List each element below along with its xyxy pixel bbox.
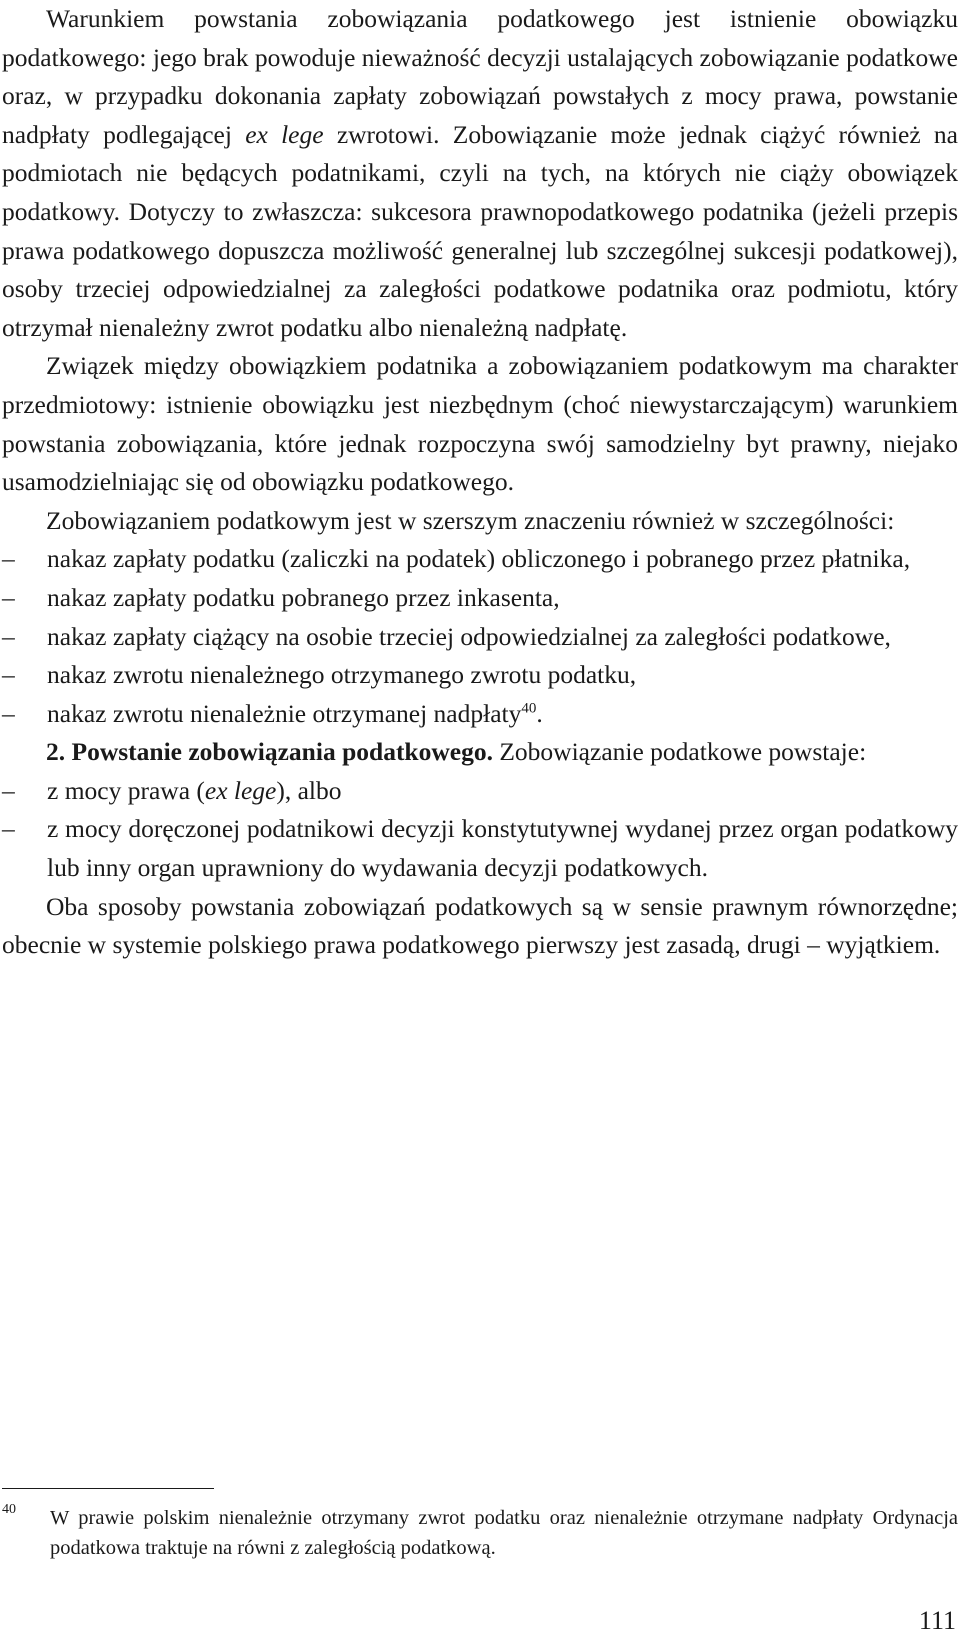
dash-list-1	[2, 540, 958, 733]
list-item-text: nakaz zapłaty podatku pobranego przez inkasenta,	[47, 582, 560, 612]
dash-marker: –	[2, 582, 15, 612]
list-item-end: .	[536, 698, 543, 728]
dash-marker: –	[2, 660, 15, 690]
list-item-text: nakaz zwrotu nienależnie otrzymanej nadpłaty	[47, 698, 522, 728]
list-item-text: z mocy doręczonej podatnikowi decyzji konstytutywnej wydanej przez organ podatkowy lub inny organ uprawniony do wydawania decyzji podatkowych.	[47, 814, 958, 883]
dash-marker: –	[2, 814, 15, 844]
page-number: 111	[918, 1606, 956, 1635]
footnote-number: 40	[2, 1502, 16, 1517]
paragraph-1	[2, 0, 958, 347]
list-item	[2, 772, 958, 811]
paragraph-2: Związek między obowiązkiem podatnika a zobowiązaniem podatkowym ma charakter przedmiotowy: istnienie obowiązku jest niezbędnym (choć niewystarczającym) warunkiem powstania zobowiązania, które jednak rozpoczyna swój samodzielny byt prawny, niejako usamodzielniając się od obowiązku podatkowego.	[2, 351, 958, 497]
section-heading-continuation: Zobowiązanie podatkowe powstaje:	[492, 737, 867, 767]
paragraph-4	[2, 733, 958, 772]
dash-marker: –	[2, 621, 15, 651]
list-item-text-b: ), albo	[276, 775, 342, 805]
list-item-italic: ex lege	[204, 775, 277, 805]
paragraph-1-italic: ex lege	[245, 119, 324, 149]
dash-marker: –	[2, 698, 15, 728]
section-heading: 2. Powstanie zobowiązania podatkowego.	[46, 737, 493, 767]
footnote-reference[interactable]: 40	[521, 700, 537, 717]
list-item	[2, 618, 958, 657]
list-item	[2, 540, 958, 579]
paragraph-1-text-a: Warunkiem powstania zobowiązania podatkowego jest istnienie obowiązku podatkowego: jego brak powoduje nieważność decyzji ustalających zobowiązanie podatkowe oraz, w przypadku dokonania zapłaty zobowiązań powstałych z mocy prawa, powstanie nadpłaty podlegającej	[2, 4, 958, 149]
dash-marker: –	[2, 775, 15, 805]
dash-marker: –	[2, 544, 15, 574]
list-item-text: nakaz zapłaty podatku (zaliczki na podatek) obliczonego i pobranego przez płatnika,	[47, 544, 911, 574]
list-item	[2, 810, 958, 887]
paragraph-1-text-b: zwrotowi. Zobowiązanie może jednak ciążyć również na podmiotach nie będących podatnikami, czyli na tych, na których nie ciąży obowiązek podatkowy. Dotyczy to zwłaszcza: sukcesora prawnopodatkowego podatnika (jeżeli przepis prawa podatkowego dopuszcza możliwość generalnej lub szczególnej sukcesji podatkowej), osoby trzeciej odpowiedzialnej za zaległości podatkowe podatnika oraz podmiotu, który otrzymał nienależny zwrot podatku albo nienależną nadpłatę.	[2, 119, 959, 342]
list-item-text-a: z mocy prawa (	[47, 775, 205, 805]
list-item-text: nakaz zwrotu nienależnego otrzymanego zwrotu podatku,	[47, 660, 637, 690]
footnote-text: W prawie polskim nienależnie otrzymany zwrot podatku oraz nienależnie otrzymane nadpłaty Ordynacja podatkowa traktuje na równi z zaległością podatkową.	[50, 1507, 958, 1559]
list-item	[2, 695, 958, 734]
paragraph-3: Zobowiązaniem podatkowym jest w szerszym znaczeniu również w szczególności:	[46, 505, 895, 535]
footnote-separator	[2, 1488, 214, 1489]
footnote	[2, 1503, 958, 1563]
list-item	[2, 579, 958, 618]
paragraph-5: Oba sposoby powstania zobowiązań podatkowych są w sensie prawnym równorzędne; obecnie w systemie polskiego prawa podatkowego pierwszy jest zasadą, drugi – wyjątkiem.	[2, 891, 958, 960]
list-item	[2, 656, 958, 695]
list-item-text: nakaz zapłaty ciążący na osobie trzeciej odpowiedzialnej za zaległości podatkowe,	[47, 621, 891, 651]
main-text	[2, 0, 958, 965]
dash-list-2	[2, 772, 958, 888]
